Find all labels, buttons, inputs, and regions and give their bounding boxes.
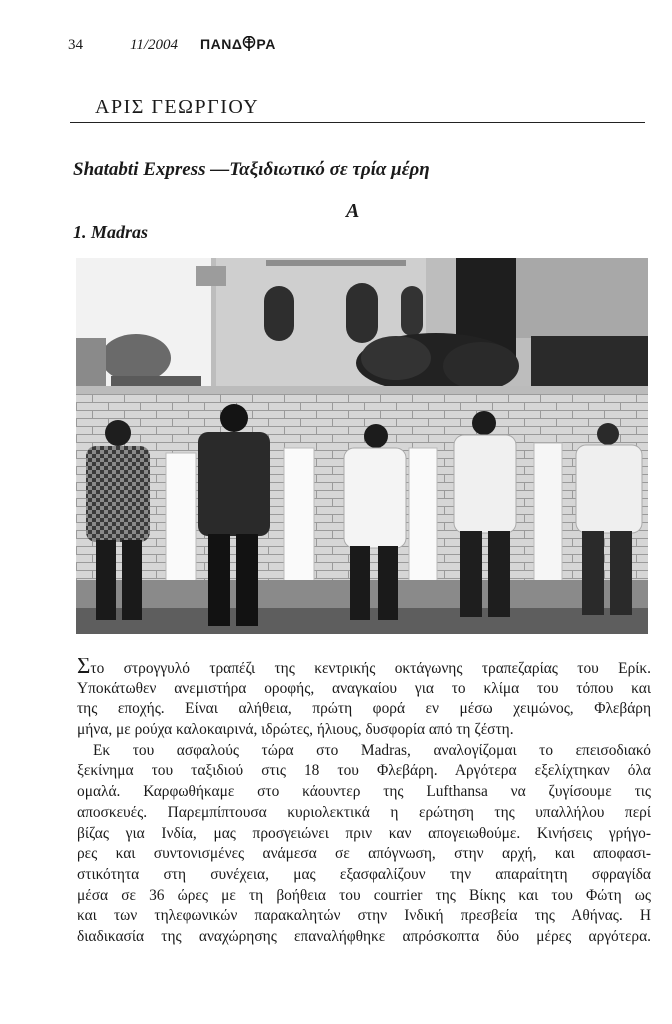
page-number: 34 [68, 37, 83, 53]
photo [76, 258, 648, 634]
body-line: Υποκάτωθεν ανεμιστήρα οροφής, αναγκαίου για το κλίμα του τόπου και [77, 679, 651, 697]
article-body [77, 658, 651, 948]
body-line: μέσα σε 36 ώρες με τη βοήθεια του courrier της Βίκης και του Φώτη ως [77, 886, 651, 904]
body-line: ξεκίνημα του ταξιδιού στις 18 του Φλεβάρη. Αργότερα εξελίχτηκαν όλα [77, 762, 651, 780]
drop-cap: Σ [77, 658, 91, 678]
body-line: της εποχής. Είναι αλήθεια, πρώτη φορά εν μέσω χειμώνος, Φλεβάρη [77, 700, 651, 718]
body-line: ρες και συντονισμένες ανάμεσα σε απόγνωση, στην αρχή, και αποφασι- [77, 845, 651, 863]
body-line: ομαλά. Καρφωθήκαμε στο κάουντερ της Lufthansa να ζυγίσουμε τις [77, 783, 651, 801]
body-line: διαδικασία της αναχώρησης επαναλήφθηκε απρόσκοπτα δύο μέρες αργότερα. [77, 927, 651, 945]
author-name: ΑΡΙΣ ΓΕΩΡΓΙΟΥ [95, 96, 260, 118]
body-line: Στο στρογγυλό τραπέζι της κεντρικής οκτάγωνης τραπεζαρίας του Ερίκ. [77, 658, 651, 679]
photo-men-at-wall-icon [76, 258, 648, 634]
magazine-logo: ΠΑΝΔ ΡΑ [200, 36, 276, 52]
issue-date: 11/2004 [130, 37, 179, 53]
part-label: A [346, 200, 360, 222]
body-line: βίζας για Ινδία, μας προσγειώνει πριν καν απογειωθούμε. Κινήσεις γρήγο- [77, 824, 651, 842]
header-rule [70, 122, 645, 123]
emblem-icon [242, 36, 256, 52]
body-line: μήνα, με ρούχα καλοκαιρινά, ιδρώτες, ήλιους, δυσφορία από τη ζέστη. [77, 721, 514, 739]
body-line: αποσκευές. Παρεμπίπτουσα κυριολεκτικά η ερώτηση της υπαλλήλου περί [77, 803, 651, 821]
article-title: Shatabti Express —Ταξιδιωτικό σε τρία μέρη [73, 159, 430, 180]
magazine-name: ΠΑΝΔ [200, 36, 243, 52]
body-line: Εκ του ασφαλούς τώρα στο Madras, αναλογίζομαι το επεισοδιακό [93, 741, 651, 759]
body-line: στικότητα στη συνέχεια, μας εξασφαλίζουν την απαραίτητη σφραγίδα [77, 865, 651, 883]
section-heading: 1. Madras [73, 222, 149, 242]
body-line: και των τηλεφωνικών παρακαλητών στην Ινδική πρεσβεία της Αθήνας. Η [77, 907, 651, 925]
